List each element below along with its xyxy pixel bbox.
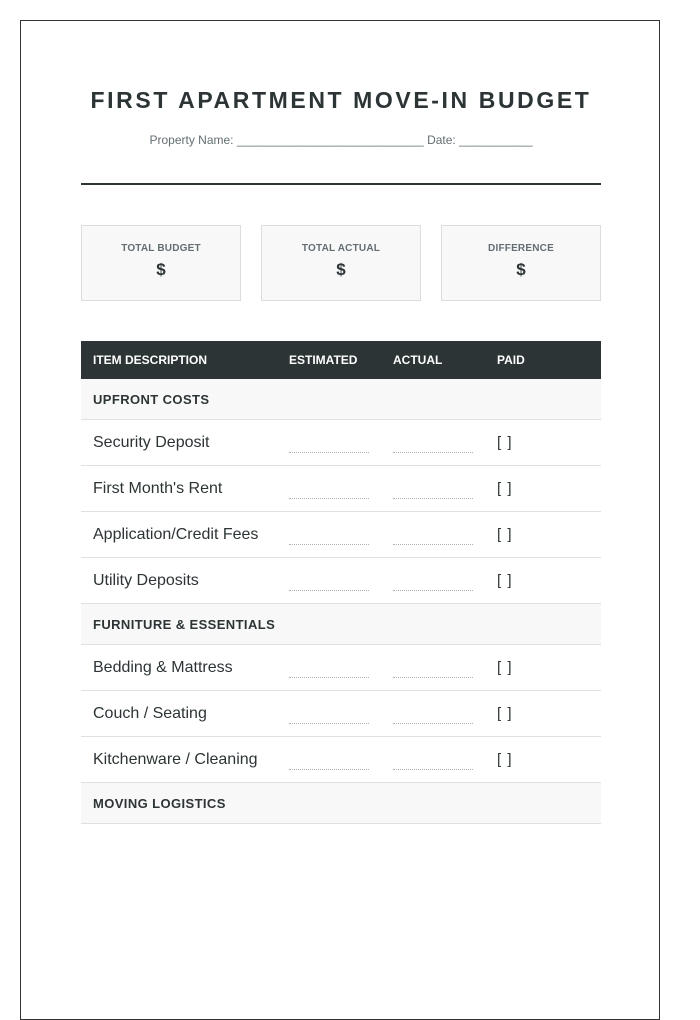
table-row [81, 691, 601, 737]
card-label: TOTAL BUDGET [121, 243, 201, 254]
estimated-field[interactable] [289, 759, 369, 770]
estimated-field[interactable] [289, 488, 369, 499]
date-field[interactable]: ___________ [459, 133, 533, 147]
summary-cards [81, 225, 601, 301]
actual-field[interactable] [393, 667, 473, 678]
table-row [81, 558, 601, 604]
item-description: First Month's Rent [93, 479, 223, 497]
item-description: Utility Deposits [93, 571, 199, 589]
property-date-line [81, 133, 601, 147]
table-header [81, 341, 601, 379]
header-divider [81, 183, 601, 185]
total-budget-card [81, 225, 241, 301]
document-title: FIRST APARTMENT MOVE-IN BUDGET [90, 87, 592, 113]
actual-field[interactable] [393, 580, 473, 591]
card-value[interactable]: $ [516, 260, 526, 279]
paid-checkbox[interactable]: [ ] [497, 704, 513, 722]
table-row [81, 466, 601, 512]
estimated-field[interactable] [289, 534, 369, 545]
paid-checkbox[interactable]: [ ] [497, 750, 513, 768]
card-value[interactable]: $ [336, 260, 346, 279]
table-row [81, 645, 601, 691]
table-row [81, 420, 601, 466]
actual-field[interactable] [393, 759, 473, 770]
paid-checkbox[interactable]: [ ] [497, 571, 513, 589]
header-item-description: ITEM DESCRIPTION [93, 353, 208, 367]
item-description: Kitchenware / Cleaning [93, 750, 258, 768]
actual-field[interactable] [393, 442, 473, 453]
card-label: DIFFERENCE [488, 243, 554, 254]
estimated-field[interactable] [289, 442, 369, 453]
estimated-field[interactable] [289, 713, 369, 724]
paid-checkbox[interactable]: [ ] [497, 433, 513, 451]
item-description: Bedding & Mattress [93, 658, 233, 676]
header-actual: ACTUAL [393, 353, 443, 367]
actual-field[interactable] [393, 534, 473, 545]
document-page [20, 20, 660, 1020]
header-paid: PAID [497, 353, 525, 367]
estimated-field[interactable] [289, 667, 369, 678]
budget-table [81, 341, 601, 824]
difference-card [441, 225, 601, 301]
date-label: Date: [427, 133, 456, 147]
category-row-moving-logistics: MOVING LOGISTICS [81, 783, 601, 824]
total-actual-card [261, 225, 421, 301]
category-row-upfront-costs: UPFRONT COSTS [81, 379, 601, 420]
property-name-label: Property Name: [149, 133, 234, 147]
item-description: Security Deposit [93, 433, 210, 451]
property-name-field[interactable]: ____________________________ [236, 133, 424, 147]
header-estimated: ESTIMATED [289, 353, 358, 367]
card-label: TOTAL ACTUAL [301, 243, 381, 254]
paid-checkbox[interactable]: [ ] [497, 658, 513, 676]
paid-checkbox[interactable]: [ ] [497, 525, 513, 543]
item-description: Couch / Seating [93, 704, 207, 722]
item-description: Application/Credit Fees [93, 525, 259, 543]
card-value[interactable]: $ [156, 260, 166, 279]
actual-field[interactable] [393, 713, 473, 724]
actual-field[interactable] [393, 488, 473, 499]
table-row [81, 737, 601, 783]
category-row-furniture-essentials: FURNITURE & ESSENTIALS [81, 604, 601, 645]
estimated-field[interactable] [289, 580, 369, 591]
paid-checkbox[interactable]: [ ] [497, 479, 513, 497]
table-row [81, 512, 601, 558]
